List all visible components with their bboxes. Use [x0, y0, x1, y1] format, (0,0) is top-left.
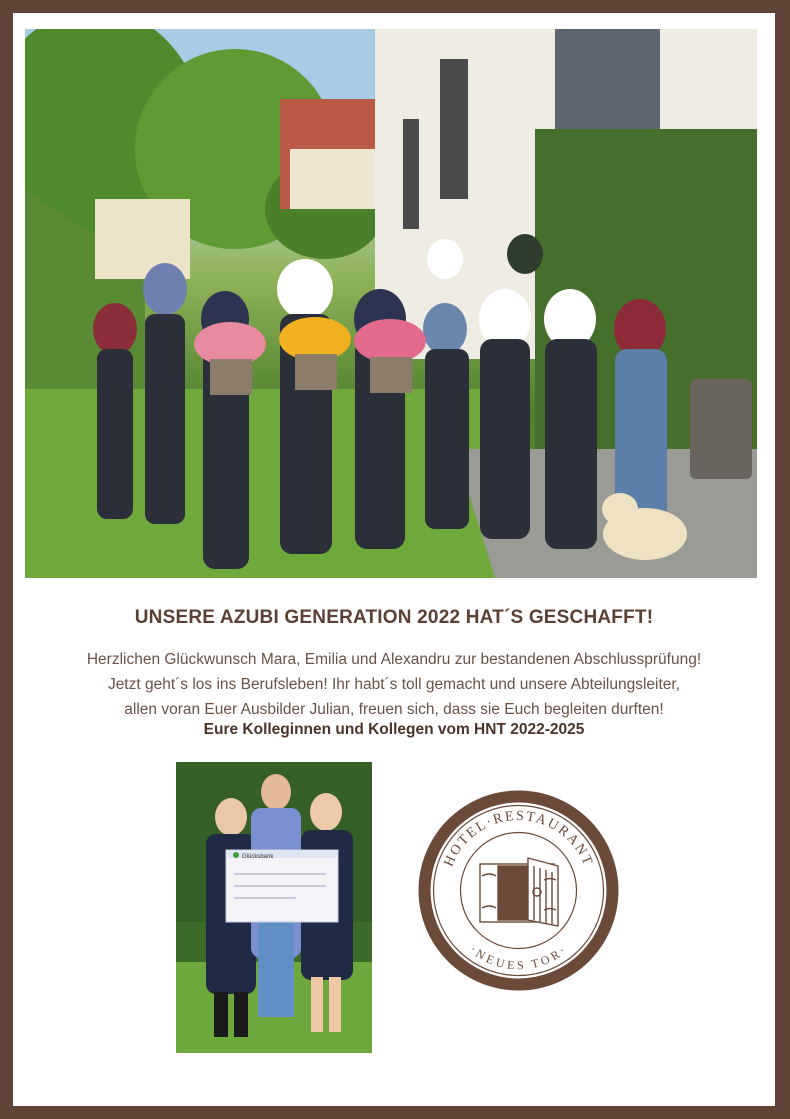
body-line: Jetzt geht´s los ins Berufsleben! Ihr habt´s toll gemacht und unsere Abteilungsleiter,: [107, 676, 681, 693]
logo-bottom-text: ·NEUES TOR·: [467, 942, 570, 973]
logo-top-text: HOTEL·RESTAURANT: [441, 808, 596, 869]
headline: UNSERE AZUBI GENERATION 2022 HAT´S GESCHAFFT!: [134, 607, 654, 628]
hotel-restaurant-logo: [416, 788, 621, 993]
check-bank-name: Glücksbank: [242, 854, 274, 860]
congratulation-text: [13, 647, 775, 722]
body-line: allen voran Euer Ausbilder Julian, freuen sich, dass sie Euch begleiten durften!: [124, 701, 664, 718]
check-handover-photo: [176, 762, 372, 1053]
group-photo: [25, 29, 757, 578]
body-line: Herzlichen Glückwunsch Mara, Emilia und Alexandru zur bestandenen Abschlussprüfung!: [86, 651, 702, 668]
signoff: Eure Kolleginnen und Kollegen vom HNT 2022-2025: [203, 721, 585, 738]
flyer-page: [13, 13, 775, 1106]
